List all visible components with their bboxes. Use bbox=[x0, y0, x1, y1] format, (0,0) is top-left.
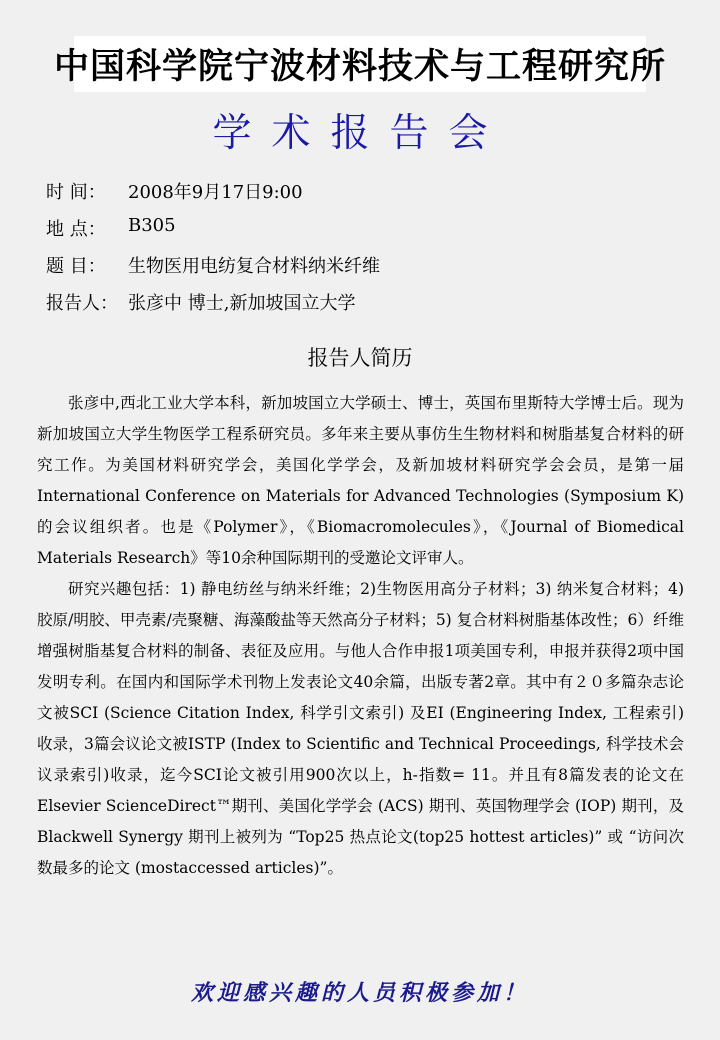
event-info bbox=[46, 178, 686, 326]
speaker-label: 报告人： bbox=[46, 293, 118, 314]
topic-value: 生物医用电纺复合材料纳米纤维 bbox=[128, 256, 380, 277]
bio-paragraph-2: 研究兴趣包括：1) 静电纺丝与纳米纤维；2)生物医用高分子材料；3) 纳米复合材料；4) 胶原/明胶、甲壳素/壳聚糖、海藻酸盐等天然高分子材料；5) 复合材料树脂基体改性；6）纤维增强树脂基复合材料的制备、表征及应用。与他人合作申报1项美国专利，申报并获得2项中国发明专利。在国内和国际学术刊物上发表论文40余篇，出版专著2章。其中有２０多篇杂志论文被SCI (Science Citation Index, 科学引文索引) 及EI (Engineering Index, 工程索引) 收录，3篇会议论文被ISTP (Index to Scientific and Technical Proceedings, 科学技术会议录索引)收录，迄今SCI论文被引用900次以上，h-指数= 11。并且有8篇发表的论文在Elsevier ScienceDirect™期刊、美国化学学会 (ACS) 期刊、英国物理学会 (IOP) 期刊，及Blackwell Synergy 期刊上被列为 “Top25 热点论文(top25 hottest articles)” 或 “访问次数最多的论文 (mostaccessed articles)”。 bbox=[37, 580, 684, 877]
place-value: B305 bbox=[128, 215, 176, 236]
bio-heading: 报告人简历 bbox=[307, 346, 413, 370]
topic-label: 题 目： bbox=[46, 256, 106, 277]
place-row bbox=[46, 215, 686, 252]
institute-name: 中国科学院宁波材料技术与工程研究所 bbox=[54, 46, 667, 87]
time-label: 时 间： bbox=[46, 182, 106, 203]
bio-body bbox=[37, 388, 684, 884]
bio-paragraph-1: 张彦中,西北工业大学本科，新加坡国立大学硕士、博士，英国布里斯特大学博士后。现为新加坡国立大学生物医学工程系研究员。多年来主要从事仿生生物材料和树脂基复合材料的研究工作。为美国材料研究学会，美国化学学会，及新加坡材料研究学会会员，是第一届International Conference on Materials for Advanced Technologies (Symposium K)的会议组织者。也是《Polymer》，《Biomacromolecules》，《Journal of Biomedical Materials Research》等10余种国际期刊的受邀论文评审人。 bbox=[37, 394, 684, 567]
welcome-text: 欢迎感兴趣的人员积极参加！ bbox=[190, 980, 529, 1006]
speaker-value: 张彦中 博士,新加坡国立大学 bbox=[128, 293, 356, 314]
institute-banner bbox=[54, 36, 667, 92]
topic-row bbox=[46, 252, 686, 289]
event-title: 学术报告会 bbox=[212, 111, 508, 156]
speaker-row bbox=[46, 289, 686, 326]
time-value: 2008年9月17日9:00 bbox=[128, 182, 303, 203]
place-label: 地 点： bbox=[46, 219, 106, 240]
time-row bbox=[46, 178, 686, 215]
